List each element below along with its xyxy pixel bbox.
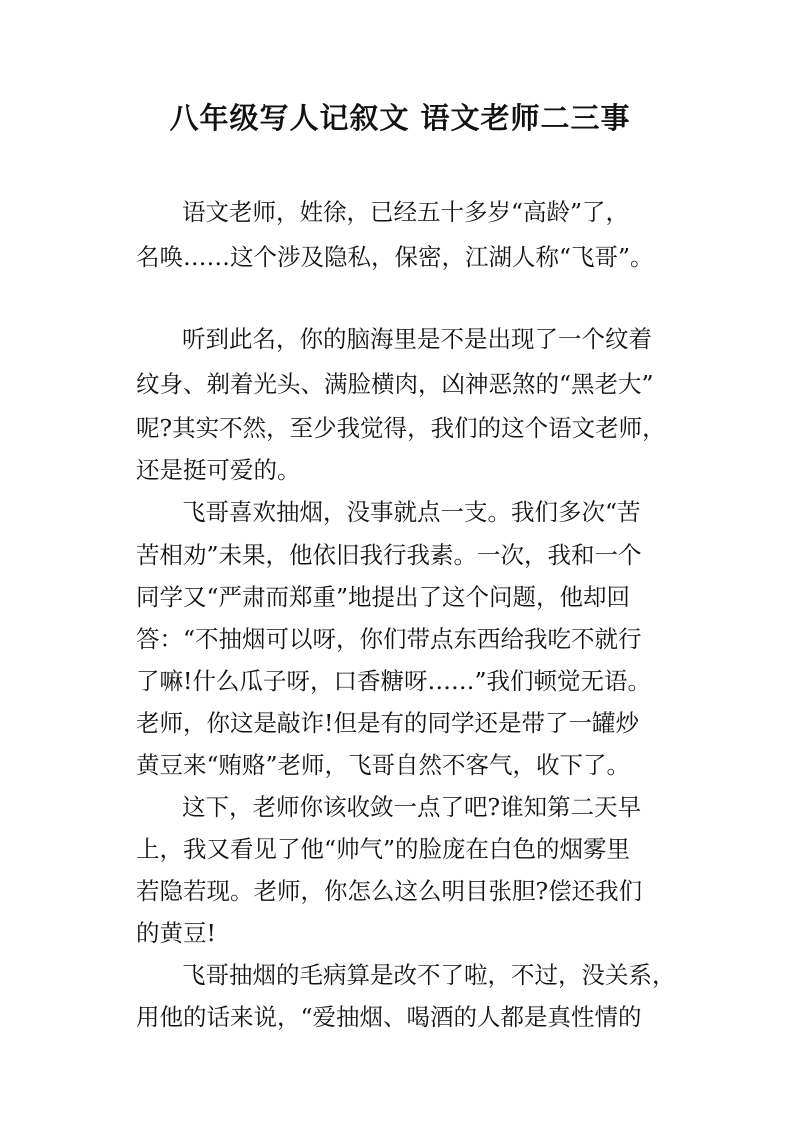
text-line: 这下，老师你该收敛一点了吧?谁知第二天早 xyxy=(182,793,642,821)
text-line: 用他的话来说，“爱抽烟、喝酒的人都是真性情的 xyxy=(136,1003,642,1031)
text-line: 老师，你这是敲诈!但是有的同学还是带了一罐炒 xyxy=(136,709,639,737)
text-line: 同学又“严肃而郑重”地提出了这个问题，他却回 xyxy=(136,583,631,611)
text-line: 了嘛!什么瓜子呀，口香糖呀……”我们顿觉无语。 xyxy=(136,667,651,695)
text-line: 还是挺可爱的。 xyxy=(136,456,301,484)
text-line: 飞哥抽烟的毛病算是改不了啦，不过，没关系， xyxy=(182,961,676,989)
text-line: 上，我又看见了他“帅气”的脸庞在白色的烟雾里 xyxy=(136,835,631,863)
text-line: 语文老师，姓徐，已经五十多岁“高龄”了， xyxy=(182,198,630,226)
text-line: 听到此名，你的脑海里是不是出现了一个纹着 xyxy=(182,325,652,353)
text-line: 黄豆来“贿赂”老师，飞哥自然不客气，收下了。 xyxy=(136,751,631,779)
text-line: 纹身、剃着光头、满脸横肉，凶神恶煞的“黑老大” xyxy=(136,370,654,398)
text-line: 的黄豆! xyxy=(136,919,216,947)
text-line: 呢?其实不然，至少我觉得，我们的这个语文老师， xyxy=(136,414,666,442)
text-line: 若隐若现。老师，你怎么这么明目张胆?偿还我们 xyxy=(136,877,643,905)
text-line: 苦相劝”未果，他依旧我行我素。一次，我和一个 xyxy=(136,541,642,569)
text-line: 飞哥喜欢抽烟，没事就点一支。我们多次“苦 xyxy=(182,498,641,526)
document-title: 八年级写人记叙文 语文老师二三事 xyxy=(169,101,631,135)
text-line: 答：“不抽烟可以呀，你们带点东西给我吃不就行 xyxy=(136,625,642,653)
text-line: 名唤……这个涉及隐私，保密，江湖人称“飞哥”。 xyxy=(136,243,654,271)
